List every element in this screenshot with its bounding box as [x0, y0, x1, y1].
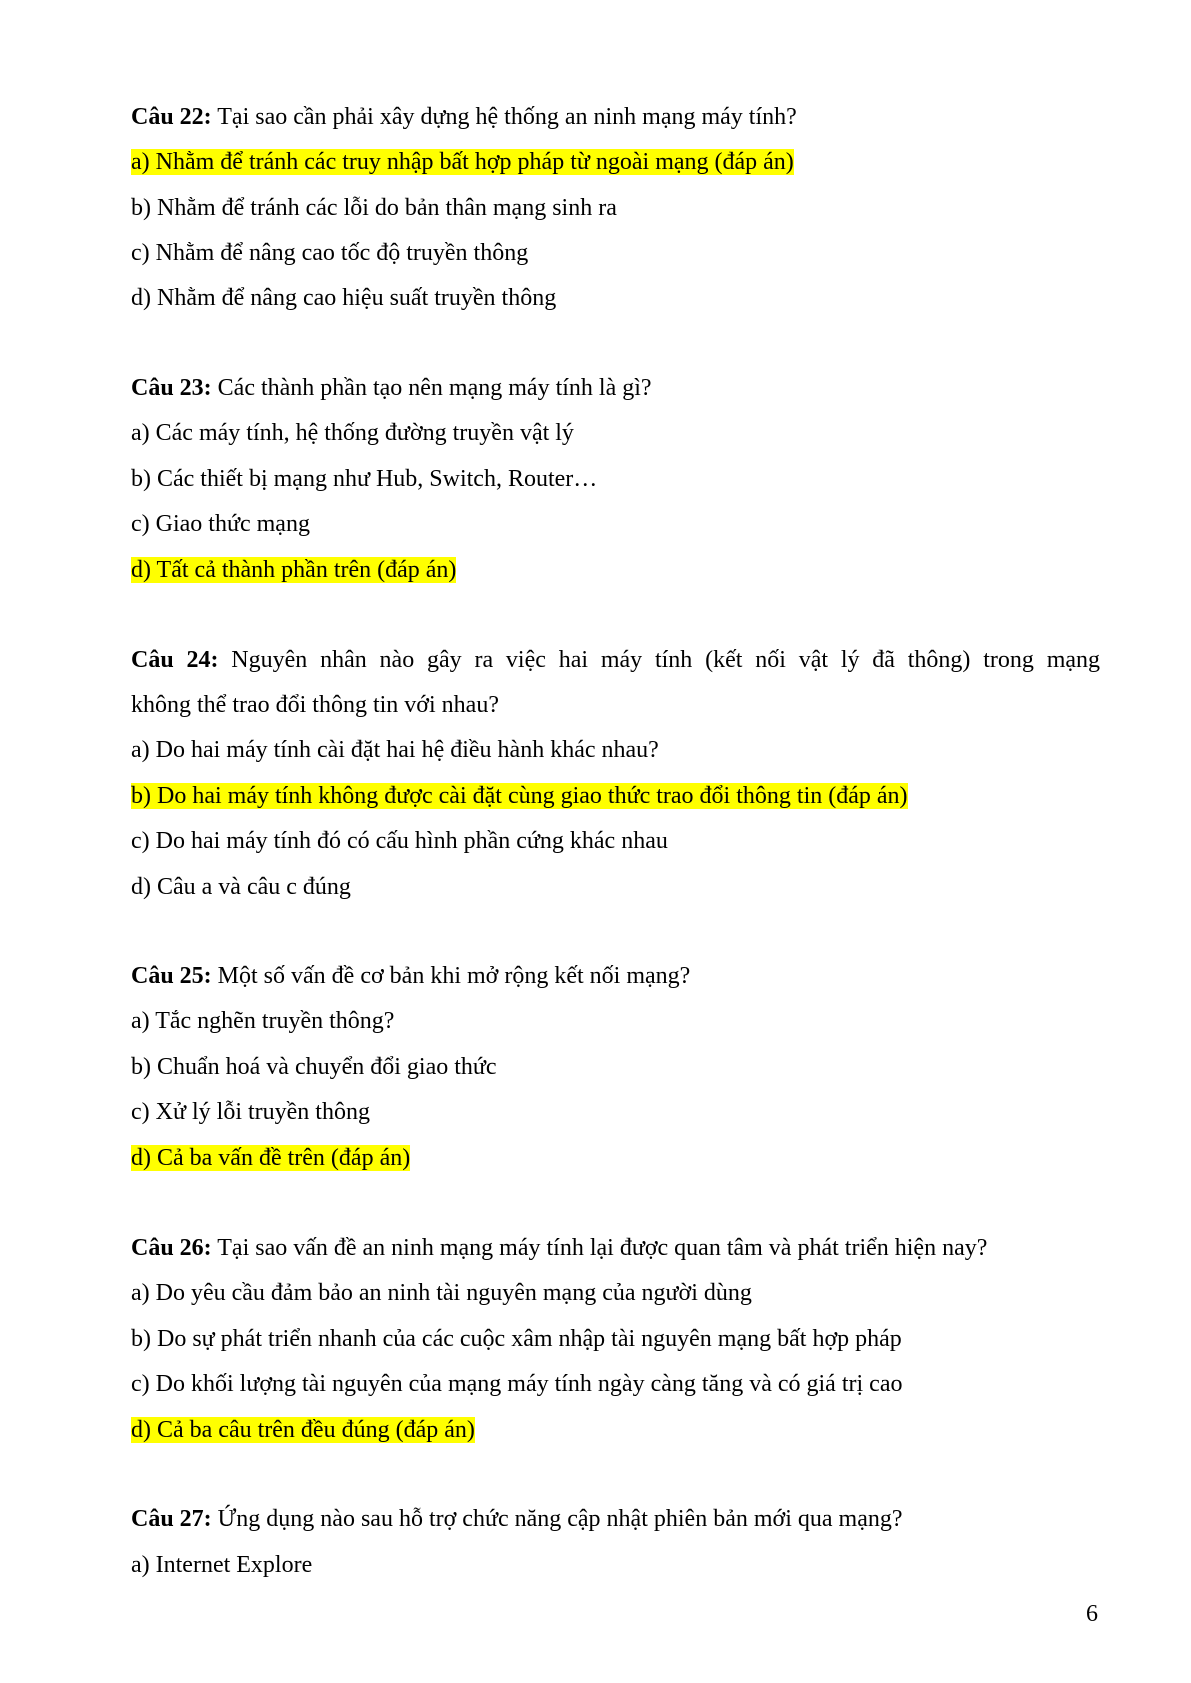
- question-label: Câu 26:: [131, 1235, 212, 1261]
- answer-option: [131, 873, 351, 902]
- answer-option: [131, 782, 908, 811]
- answer-option: [131, 556, 456, 585]
- answer-option: [131, 1416, 475, 1445]
- question-text: Một số vấn đề cơ bản khi mở rộng kết nối mạng?: [217, 963, 691, 989]
- option-text: c) Do hai máy tính đó có cấu hình phần cứng khác nhau: [131, 828, 668, 854]
- answer-option: [131, 1370, 902, 1399]
- answer-option: [131, 1325, 902, 1354]
- question-25: [131, 962, 690, 991]
- correct-answer-highlight: d) Tất cả thành phần trên (đáp án): [131, 557, 457, 583]
- option-text: b) Do sự phát triển nhanh của các cuộc xâm nhập tài nguyên mạng bất hợp pháp: [131, 1326, 902, 1352]
- answer-option: [131, 1053, 497, 1082]
- question-label: Câu 27:: [131, 1506, 212, 1532]
- answer-option: [131, 284, 556, 313]
- answer-option: [131, 1098, 370, 1127]
- correct-answer-highlight: d) Cả ba vấn đề trên (đáp án): [131, 1145, 411, 1171]
- option-text: a) Các máy tính, hệ thống đường truyền vật lý: [131, 420, 574, 446]
- answer-option: [131, 419, 574, 448]
- option-text: c) Xử lý lỗi truyền thông: [131, 1099, 370, 1125]
- option-text: d) Câu a và câu c đúng: [131, 874, 351, 900]
- answer-option: [131, 1144, 410, 1173]
- answer-option: [131, 736, 659, 765]
- question-text: Ứng dụng nào sau hỗ trợ chức năng cập nhật phiên bản mới qua mạng?: [217, 1506, 903, 1532]
- option-text: b) Nhằm để tránh các lỗi do bản thân mạng sinh ra: [131, 195, 617, 221]
- correct-answer-highlight: b) Do hai máy tính không được cài đặt cùng giao thức trao đổi thông tin (đáp án): [131, 783, 908, 809]
- page-number: 6: [1086, 1601, 1098, 1627]
- answer-option: [131, 1279, 752, 1308]
- question-22: [131, 103, 797, 132]
- option-text: b) Các thiết bị mạng như Hub, Switch, Router…: [131, 466, 598, 492]
- answer-option: [131, 1007, 394, 1036]
- option-text: c) Do khối lượng tài nguyên của mạng máy tính ngày càng tăng và có giá trị cao: [131, 1371, 903, 1397]
- option-text: c) Nhằm để nâng cao tốc độ truyền thông: [131, 240, 529, 266]
- question-label: Câu 24:: [131, 647, 219, 673]
- answer-option: [131, 1551, 312, 1580]
- option-text: c) Giao thức mạng: [131, 511, 310, 537]
- correct-answer-highlight: d) Cả ba câu trên đều đúng (đáp án): [131, 1417, 475, 1443]
- question-text: Nguyên nhân nào gây ra việc hai máy tính (kết nối vật lý đã thông) trong mạng: [231, 647, 1101, 673]
- option-text: a) Do yêu cầu đảm bảo an ninh tài nguyên mạng của người dùng: [131, 1280, 752, 1306]
- option-text: a) Do hai máy tính cài đặt hai hệ điều hành khác nhau?: [131, 737, 659, 763]
- question-label: Câu 22:: [131, 104, 212, 130]
- question-26: [131, 1234, 987, 1263]
- question-text: Tại sao vấn đề an ninh mạng máy tính lại được quan tâm và phát triển hiện nay?: [217, 1235, 988, 1261]
- question-24: [131, 646, 1100, 675]
- answer-option: [131, 239, 528, 268]
- answer-option: [131, 510, 310, 539]
- question-text: Các thành phần tạo nên mạng máy tính là gì?: [217, 375, 652, 401]
- correct-answer-highlight: a) Nhằm để tránh các truy nhập bất hợp pháp từ ngoài mạng (đáp án): [131, 149, 794, 175]
- answer-option: [131, 827, 668, 856]
- question-label: Câu 23:: [131, 375, 212, 401]
- option-text: a) Internet Explore: [131, 1552, 313, 1578]
- question-23: [131, 374, 652, 403]
- option-text: b) Chuẩn hoá và chuyển đổi giao thức: [131, 1054, 497, 1080]
- answer-option: [131, 148, 794, 177]
- question-text: Tại sao cần phải xây dựng hệ thống an ninh mạng máy tính?: [217, 104, 797, 130]
- question-label: Câu 25:: [131, 963, 212, 989]
- option-text: d) Nhằm để nâng cao hiệu suất truyền thông: [131, 285, 557, 311]
- option-text: a) Tắc nghẽn truyền thông?: [131, 1008, 395, 1034]
- question-text-continued: không thể trao đổi thông tin với nhau?: [131, 692, 499, 718]
- answer-option: [131, 465, 597, 494]
- question-27: [131, 1505, 903, 1534]
- answer-option: [131, 194, 617, 223]
